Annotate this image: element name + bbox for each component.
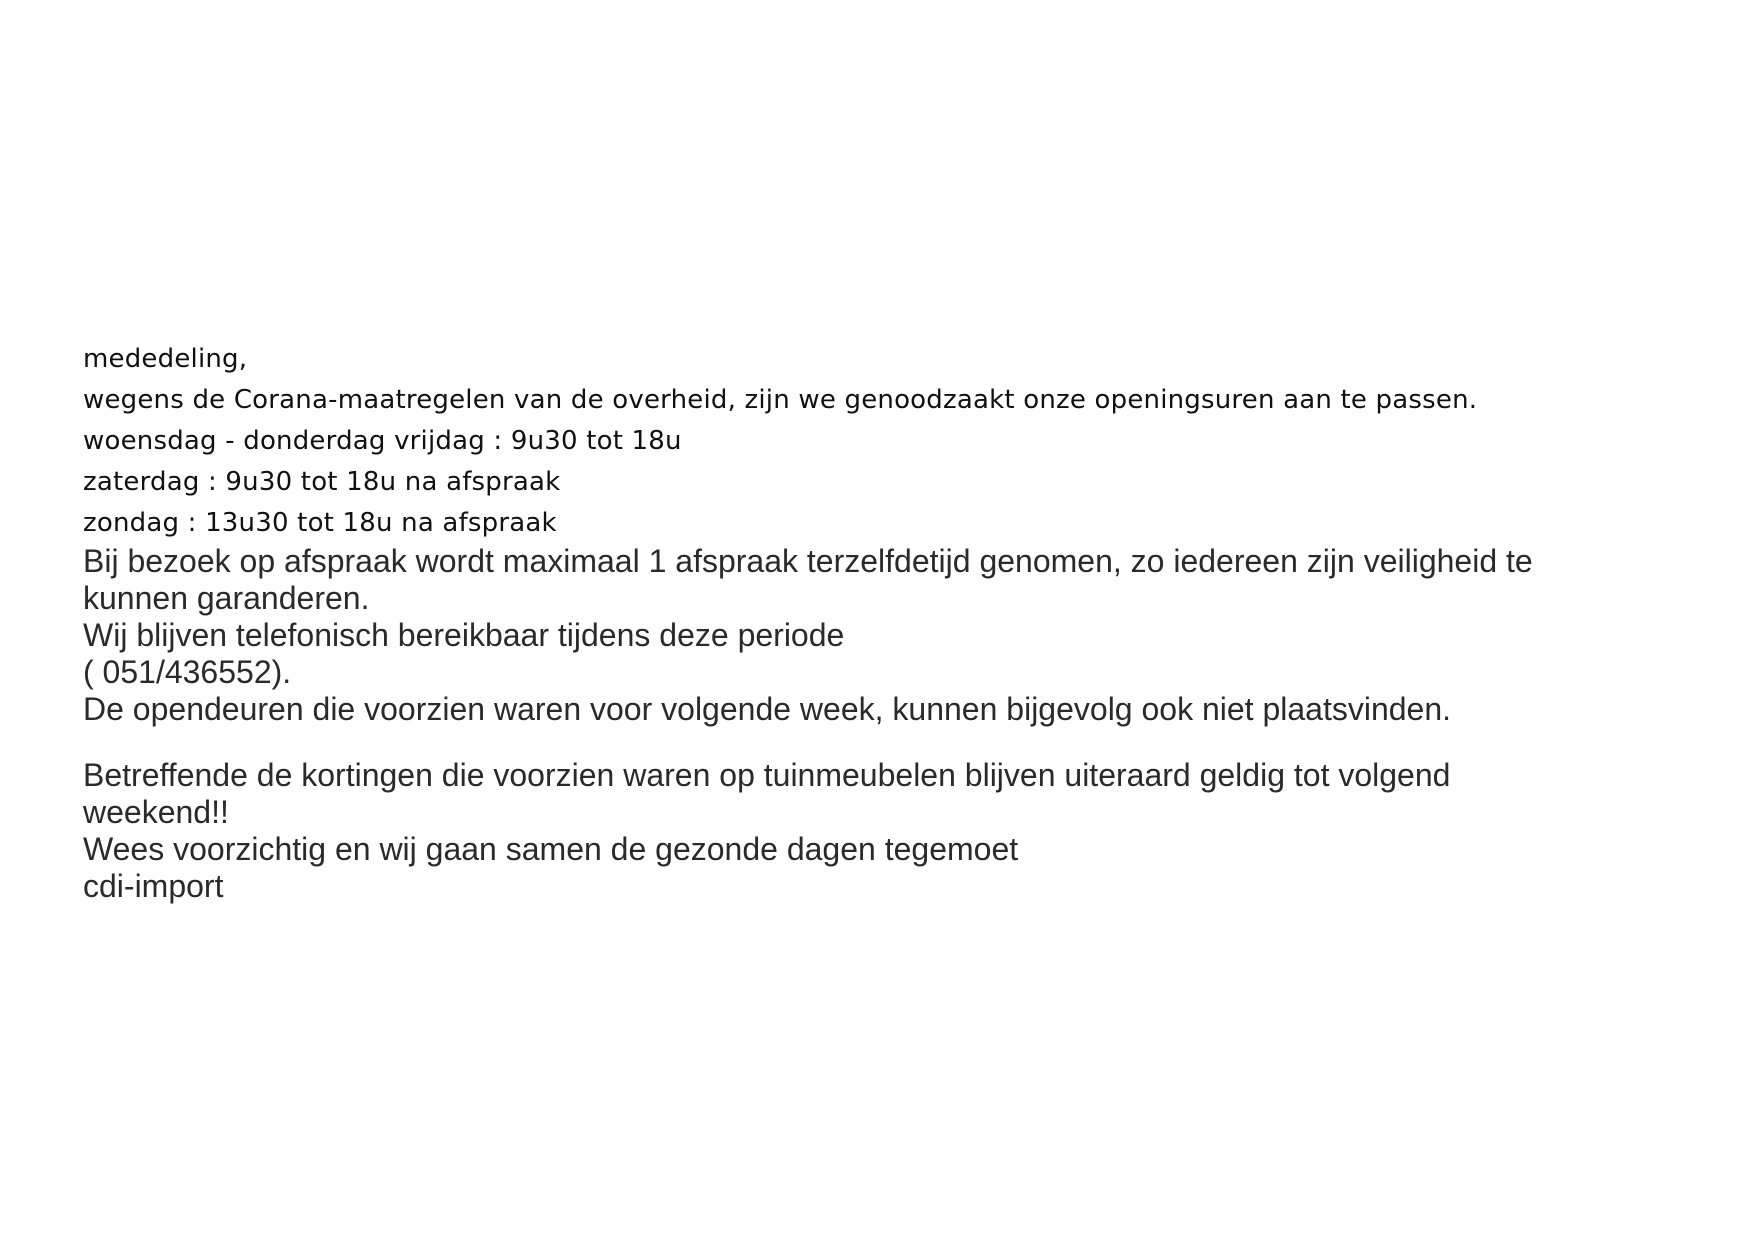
- hours-sunday: zondag : 13u30 tot 18u na afspraak: [83, 508, 557, 538]
- discount-text-line1: Betreffende de kortingen die voorzien waren op tuinmeubelen blijven uiteraard geldig tot volgend: [83, 757, 1451, 793]
- appointment-text-line2: kunnen garanderen.: [83, 580, 370, 616]
- closing-text: Wees voorzichtig en wij gaan samen de gezonde dagen tegemoet: [83, 831, 1019, 867]
- notice-heading: mededeling,: [83, 344, 248, 374]
- signature: cdi-import: [83, 868, 224, 904]
- discount-text-line2: weekend!!: [83, 794, 229, 830]
- appointment-text-line1: Bij bezoek op afspraak wordt maximaal 1 afspraak terzelfdetijd genomen, zo iedereen zijn veiligheid te: [83, 543, 1533, 579]
- phone-text-line1: Wij blijven telefonisch bereikbaar tijdens deze periode: [83, 617, 845, 653]
- hours-weekdays: woensdag - donderdag vrijdag : 9u30 tot 18u: [83, 426, 682, 456]
- notice-intro: wegens de Corana-maatregelen van de overheid, zijn we genoodzaakt onze openingsuren aan te passen.: [83, 385, 1478, 415]
- phone-number: ( 051/436552).: [83, 654, 292, 690]
- hours-saturday: zaterdag : 9u30 tot 18u na afspraak: [83, 467, 561, 497]
- open-days-text: De opendeuren die voorzien waren voor volgende week, kunnen bijgevolg ook niet plaatsvinden.: [83, 691, 1452, 727]
